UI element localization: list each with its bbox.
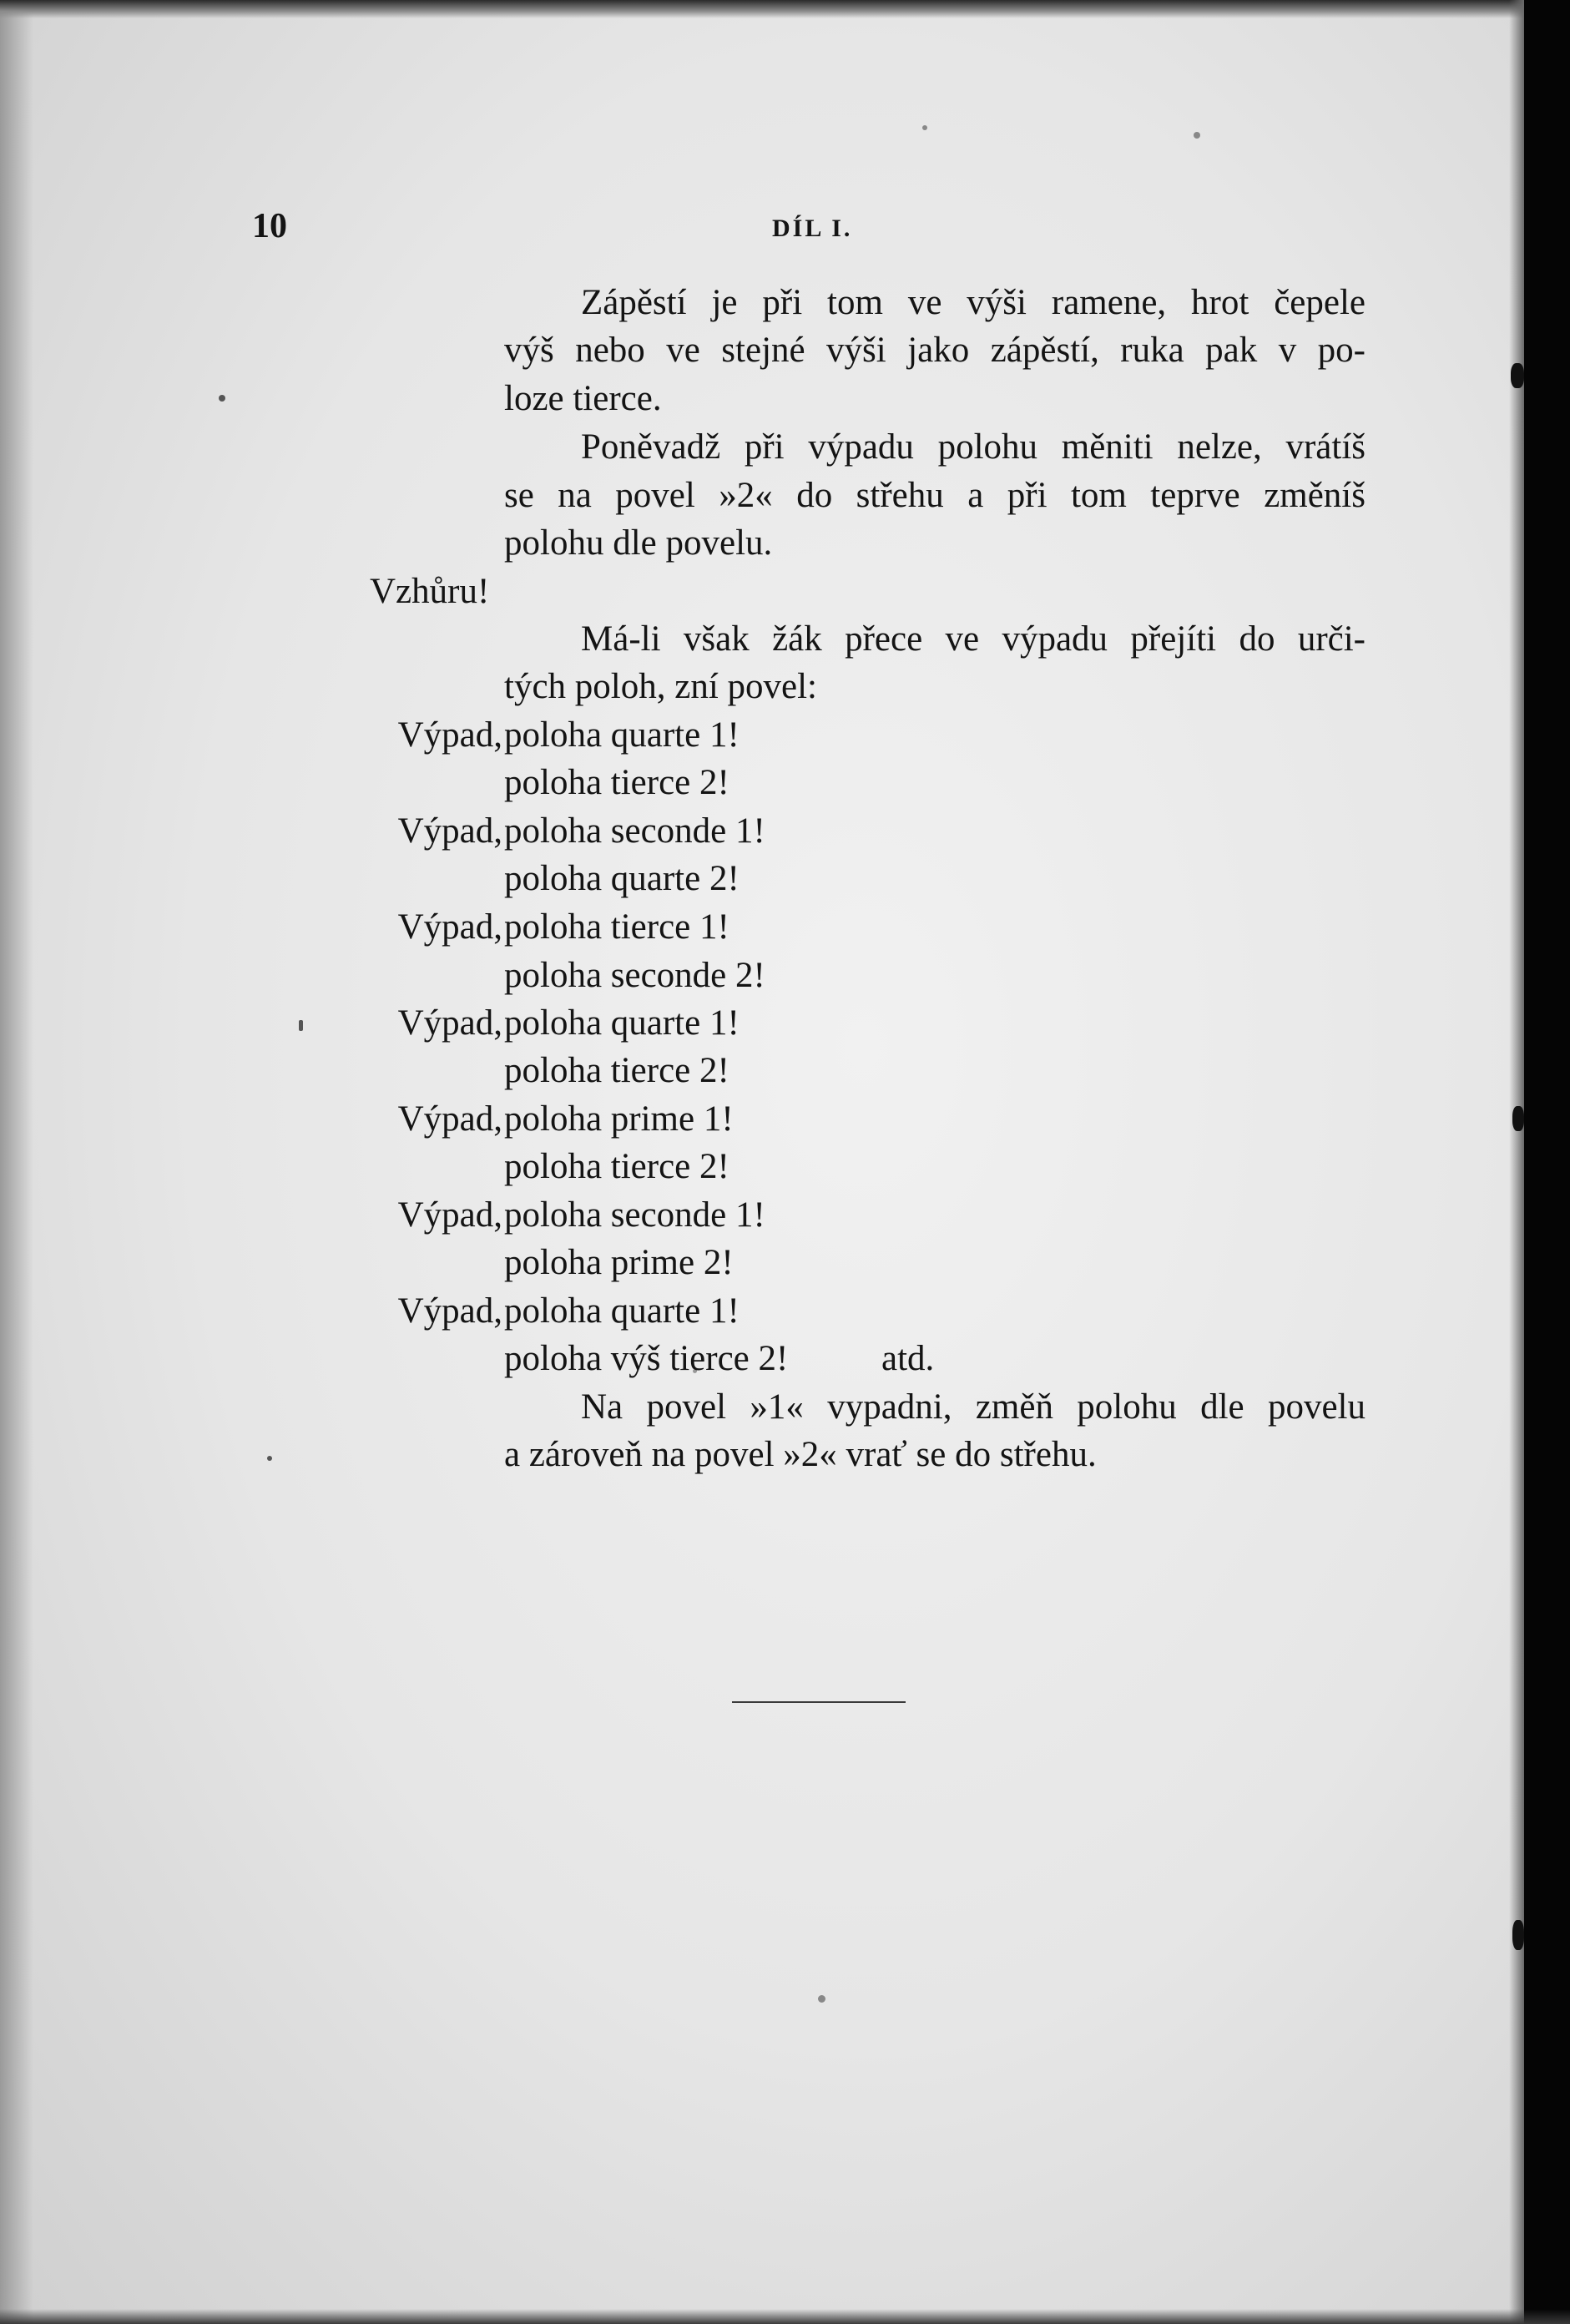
command-position: poloha prime 2! — [504, 1243, 734, 1282]
paragraph-line: Má-li však žák přece ve výpadu přejíti do urči- — [581, 619, 1366, 659]
paragraph-line: a zároveň na povel »2« vrať se do střehu. — [504, 1435, 1097, 1474]
paragraph-line: Zápěstí je při tom ve výši ramene, hrot čepele — [581, 283, 1366, 322]
command-position: poloha quarte 1! — [504, 715, 740, 755]
paragraph-line: výš nebo ve stejné výši jako zápěstí, ruka pak v po- — [504, 331, 1366, 370]
running-header: DÍL I. — [772, 215, 853, 242]
command-position: poloha seconde 1! — [504, 1195, 765, 1235]
page-number: 10 — [252, 207, 287, 245]
paragraph-line: tých poloh, zní povel: — [504, 667, 817, 706]
page-shadow-right — [1509, 0, 1524, 2324]
command-position: poloha quarte 1! — [504, 1291, 740, 1331]
command-position: poloha quarte 1! — [504, 1003, 740, 1043]
paragraph-line: Na povel »1« vypadni, změň polohu dle povelu — [581, 1387, 1366, 1427]
paper-speck — [1511, 363, 1524, 388]
paper-speck — [1512, 1920, 1524, 1950]
section-divider-rule — [732, 1701, 906, 1703]
paper-speck — [219, 395, 225, 402]
paper-speck — [267, 1456, 272, 1461]
command-position: poloha tierce 2! — [504, 1147, 729, 1186]
command-position: poloha prime 1! — [504, 1099, 734, 1139]
command-label: Výpad, — [397, 907, 502, 947]
paragraph-line: Poněvadž při výpadu polohu měniti nelze, vrátíš — [581, 427, 1366, 467]
command-label: Výpad, — [397, 811, 502, 851]
paper-speck — [1512, 1106, 1524, 1131]
command-position: poloha seconde 1! — [504, 811, 765, 851]
command-label: Výpad, — [397, 1003, 502, 1043]
command-position: poloha výš tierce 2! — [504, 1339, 789, 1378]
page-shadow-bottom — [0, 2309, 1570, 2324]
paper-speck — [1194, 132, 1200, 139]
command-position: poloha quarte 2! — [504, 859, 740, 898]
command-position: poloha tierce 2! — [504, 763, 729, 802]
page-shadow-left — [0, 0, 33, 2324]
command-position: poloha tierce 1! — [504, 907, 729, 947]
scan-border-right — [1524, 0, 1570, 2324]
paragraph-line: polohu dle povelu. — [504, 523, 773, 563]
paragraph-line: loze tierce. — [504, 379, 662, 418]
page-shadow-top — [0, 0, 1570, 18]
paper-speck — [299, 1020, 303, 1031]
command-label: Výpad, — [397, 715, 502, 755]
command-label: Výpad, — [397, 1195, 502, 1235]
paper-speck — [922, 125, 927, 130]
margin-note: Vzhůru! — [370, 572, 490, 611]
command-label: Výpad, — [397, 1099, 502, 1139]
paper-speck — [818, 1995, 825, 2003]
etc-abbreviation: atd. — [881, 1339, 935, 1378]
command-position: poloha seconde 2! — [504, 956, 765, 995]
paragraph-line: se na povel »2« do střehu a při tom teprve změníš — [504, 476, 1366, 515]
command-label: Výpad, — [397, 1291, 502, 1331]
command-position: poloha tierce 2! — [504, 1051, 729, 1090]
